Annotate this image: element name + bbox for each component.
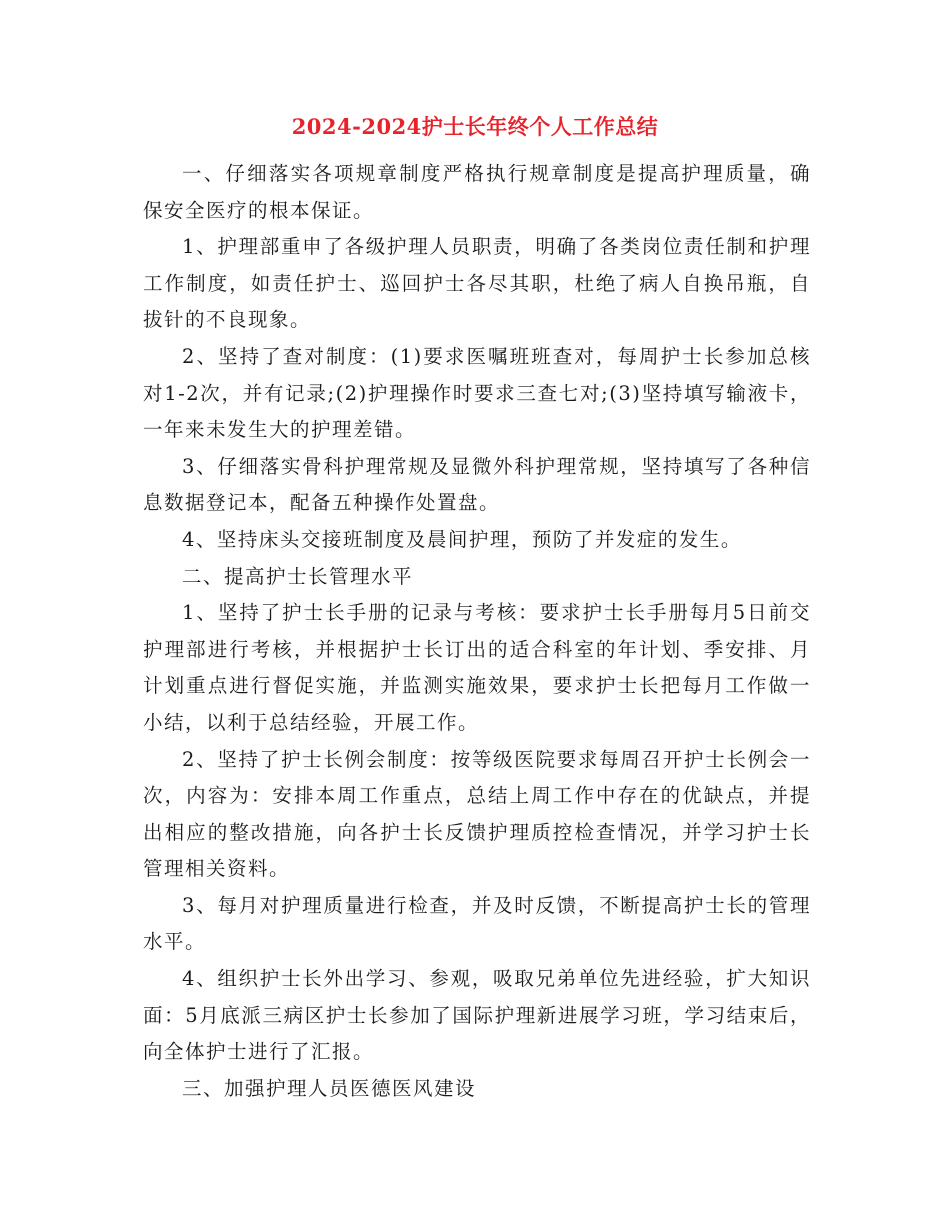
paragraph-1-3: 3、仔细落实骨科护理常规及显微外科护理常规，坚持填写了各种信息数据登记本，配备五种操作处置盘。 bbox=[143, 454, 811, 515]
document-body bbox=[143, 156, 811, 1107]
paragraph-2-1: 1、坚持了护士长手册的记录与考核：要求护士长手册每月5日前交护理部进行考核，并根据护士长订出的适合科室的年计划、季安排、月计划重点进行督促实施，并监测实施效果，要求护士长把每月工作做一小结，以利于总结经验，开展工作。 bbox=[143, 601, 811, 734]
document-title: 2024-2024护士长年终个人工作总结 bbox=[291, 114, 659, 139]
paragraph-1-1: 1、护理部重申了各级护理人员职责，明确了各类岗位责任制和护理工作制度，如责任护士、巡回护士各尽其职，杜绝了病人自换吊瓶，自拔针的不良现象。 bbox=[143, 235, 811, 332]
paragraph-1-2: 2、坚持了查对制度：(1)要求医嘱班班查对，每周护士长参加总核对1-2次，并有记录;(2)护理操作时要求三查七对;(3)坚持填写输液卡，一年来未发生大的护理差错。 bbox=[143, 344, 811, 442]
paragraph-2-3: 3、每月对护理质量进行检查，并及时反馈，不断提高护士长的管理水平。 bbox=[143, 893, 811, 954]
paragraph-section-3-heading: 三、加强护理人员医德医风建设 bbox=[182, 1076, 477, 1100]
paragraph-section-2-heading: 二、提高护士长管理水平 bbox=[182, 564, 414, 588]
paragraph-1-4: 4、坚持床头交接班制度及晨间护理，预防了并发症的发生。 bbox=[182, 527, 742, 551]
paragraph-2-4: 4、组织护士长外出学习、参观，吸取兄弟单位先进经验，扩大知识面：5月底派三病区护士长参加了国际护理新进展学习班，学习结束后，向全体护士进行了汇报。 bbox=[143, 967, 811, 1064]
paragraph-section-1-heading: 一、仔细落实各项规章制度严格执行规章制度是提高护理质量，确保安全医疗的根本保证。 bbox=[143, 162, 811, 222]
paragraph-2-2: 2、坚持了护士长例会制度：按等级医院要求每周召开护士长例会一次，内容为：安排本周工作重点，总结上周工作中存在的优缺点，并提出相应的整改措施，向各护士长反馈护理质控检查情况，并学习护士长管理相关资料。 bbox=[143, 747, 811, 881]
